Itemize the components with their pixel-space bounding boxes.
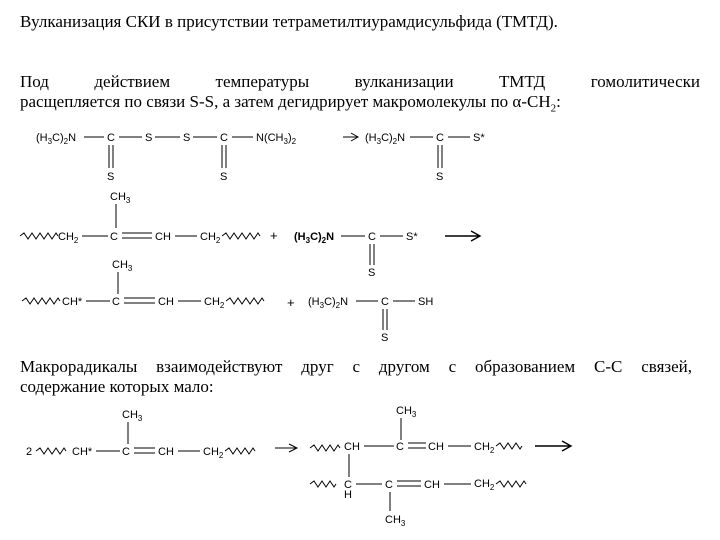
r4-carbon-mid: C xyxy=(122,446,130,458)
r4-product-methylene-top: $CH_2$ xyxy=(474,441,495,455)
r4-methyl-top: $CH_3$ xyxy=(122,409,143,423)
r4-product-methine-top: CH xyxy=(344,441,360,453)
r4-product-methyl-top: $CH_3$ xyxy=(396,405,417,419)
r4-product-chain-top-right xyxy=(496,443,522,449)
r2-reagent-dimethylamino: $(H_3C)_2N$ xyxy=(294,231,335,245)
paragraph-crosslinking-line1: Макрорадикалы взаимодействуют друг с другом с образованием С-С связей, xyxy=(20,357,692,376)
r2-carbon-mid: C xyxy=(110,231,118,243)
r3-plus: + xyxy=(287,295,295,310)
r1-dimethylamino-right: $N(CH_3)_2$ xyxy=(256,132,297,146)
r4-arrow-2 xyxy=(535,441,571,451)
r3-polymer-chain-right xyxy=(226,298,264,304)
reaction-1 xyxy=(36,132,485,183)
r3-carbon-mid: C xyxy=(112,296,120,308)
r2-polymer-chain-left xyxy=(20,233,58,239)
r2-reagent-sulfur-radical: S* xyxy=(406,231,418,243)
r3-methylene-right: $CH_2$ xyxy=(204,296,225,310)
r3-methyl-top: $CH_3$ xyxy=(112,259,133,273)
r4-product-carbon-bottom: C xyxy=(344,479,352,491)
r1-carbon-2: C xyxy=(220,132,228,144)
r2-plus: + xyxy=(270,228,278,243)
r3-product-thiol: SH xyxy=(418,296,434,308)
paragraph-homolysis-line2-text: расщепляется по связи S-S, а затем дегидрирует макромолекулы по xyxy=(20,92,513,111)
r1-sulfur-2: S xyxy=(183,132,191,144)
r4-radical-methine: CH* xyxy=(72,446,93,458)
r4-product-chain-top-left xyxy=(310,445,340,451)
r2-methylene-left: $CH_2$ xyxy=(58,231,79,245)
r1-product-carbon: C xyxy=(436,132,444,144)
ch2-subscript: 2 xyxy=(550,102,557,115)
r1-product-thione-sulfur: S xyxy=(436,171,444,183)
colon: : xyxy=(556,92,561,111)
r4-product-methine-bottom: CH xyxy=(424,479,440,491)
r1-arrow xyxy=(343,133,358,141)
r4-polymer-chain-right xyxy=(225,448,255,454)
alpha-symbol: α xyxy=(512,92,522,111)
r2-methylene-right: $CH_2$ xyxy=(200,231,221,245)
r1-dimethylamino-left: $(H_3C)_2N$ xyxy=(36,132,77,146)
ch-group: -CH xyxy=(521,92,551,111)
r3-radical-methine: CH* xyxy=(62,296,83,308)
r4-product-methine-top-2: CH xyxy=(428,441,444,453)
reaction-4 xyxy=(26,405,571,528)
r2-arrow xyxy=(445,231,480,241)
r1-sulfur-1: S xyxy=(145,132,153,144)
r4-polymer-chain-left xyxy=(36,448,66,454)
paragraph-homolysis-line1: Под действием температуры вулканизации ТМТД гомолитически xyxy=(20,72,700,91)
r4-product-methyl-bottom: $CH_3$ xyxy=(385,514,406,528)
reaction-2 xyxy=(20,191,480,279)
r1-thione-sulfur-2: S xyxy=(220,171,228,183)
r4-product-carbon-bottom-2: C xyxy=(385,479,393,491)
r4-product-carbon-top: C xyxy=(396,441,404,453)
paragraph-crosslinking-line2: содержание которых мало: xyxy=(20,377,214,396)
r4-coefficient: 2 xyxy=(26,446,33,458)
r3-product-dimethylamino: $(H_3C)_2N$ xyxy=(308,296,349,310)
r3-product-thione-sulfur: S xyxy=(381,332,389,344)
r4-product-hydrogen-bottom: H xyxy=(344,489,352,501)
r1-product-sulfur-radical: S* xyxy=(473,132,485,144)
r1-product-dimethylamino: $(H_3C)_2N$ xyxy=(365,132,406,146)
r3-methine: CH xyxy=(158,296,174,308)
r4-product-chain-bottom-left xyxy=(310,481,336,487)
r2-reagent-thione-sulfur: S xyxy=(368,267,376,279)
r4-methine: CH xyxy=(158,446,174,458)
r4-product-chain-bottom-right xyxy=(496,481,526,487)
r4-arrow-1 xyxy=(275,444,297,452)
r1-thione-sulfur-1: S xyxy=(107,171,115,183)
r2-methyl-top: $CH_3$ xyxy=(110,191,131,205)
r3-product-carbon: C xyxy=(381,296,389,308)
r2-methine: CH xyxy=(155,231,171,243)
r4-product-methylene-bottom: $CH_2$ xyxy=(474,478,495,492)
r3-polymer-chain-left xyxy=(22,298,60,304)
r2-reagent-carbon: C xyxy=(368,231,376,243)
slide-title: Вулканизация СКИ в присутствии тетраметилтиурамдисульфида (ТМТД). xyxy=(20,12,558,31)
r1-carbon-1: C xyxy=(107,132,115,144)
r2-polymer-chain-right xyxy=(222,233,260,239)
r4-methylene-right: $CH_2$ xyxy=(203,446,224,460)
